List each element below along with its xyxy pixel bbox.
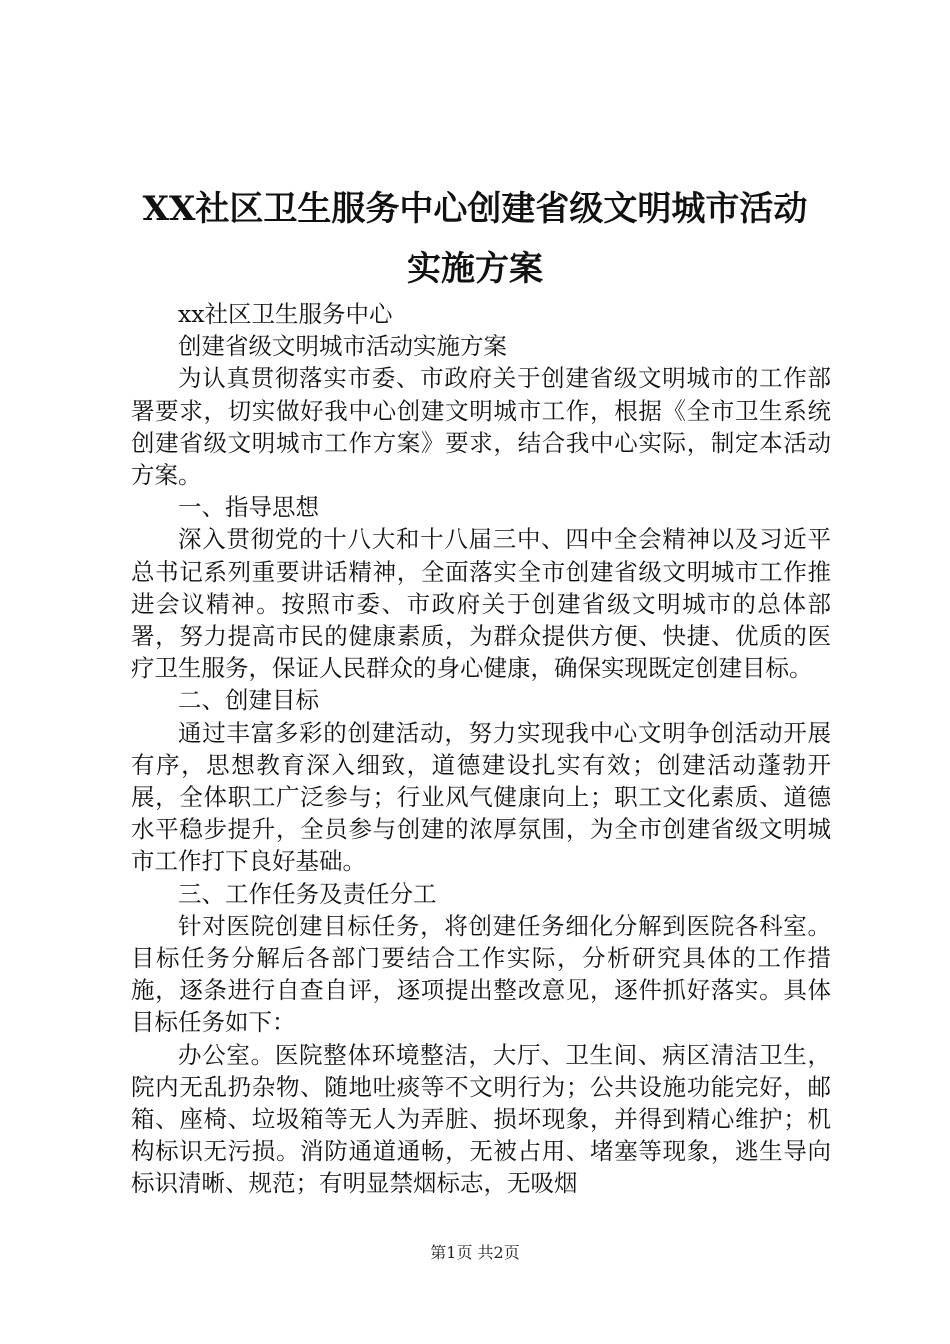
office-task-paragraph: 办公室。医院整体环境整洁，大厅、卫生间、病区清洁卫生，院内无乱扔杂物、随地吐痰等不文明行为；公共设施功能完好，邮箱、座椅、垃圾箱等无人为弄脏、损坏现象，并得到精心维护；机构标识无污损。消防通道通畅，无被占用、堵塞等现象，逃生导向标识清晰、规范；有明显禁烟标志，无吸烟 — [131, 1040, 831, 1198]
organization-name: xx社区卫生服务中心 — [178, 300, 393, 328]
goals-paragraph: 通过丰富多彩的创建活动，努力实现我中心文明争创活动开展有序，思想教育深入细致，道德建设扎实有效；创建活动蓬勃开展，全体职工广泛参与；行业风气健康向上；职工文化素质、道德水平稳步提升，全员参与创建的浓厚氛围，为全市创建省级文明城市工作打下良好基础。 — [131, 718, 831, 876]
document-title-line-1: XX社区卫生服务中心创建省级文明城市活动 — [142, 189, 808, 229]
section-heading-tasks: 三、工作任务及责任分工 — [178, 879, 437, 908]
plan-subtitle: 创建省级文明城市活动实施方案 — [178, 332, 507, 361]
section-heading-goals: 二、创建目标 — [178, 686, 319, 715]
guiding-ideology-paragraph: 深入贯彻党的十八大和十八届三中、四中全会精神以及习近平总书记系列重要讲话精神，全面落实全市创建省级文明城市工作推进会议精神。按照市委、市政府关于创建省级文明城市的总体部署，努力提高市民的健康素质，为群众提供方便、快捷、优质的医疗卫生服务，保证人民群众的身心健康，确保实现既定创建目标。 — [131, 525, 831, 683]
document-body — [131, 298, 831, 1200]
tasks-paragraph: 针对医院创建目标任务，将创建任务细化分解到医院各科室。目标任务分解后各部门要结合工作实际，分析研究具体的工作措施，逐条进行自查自评，逐项提出整改意见，逐件抓好落实。具体目标任务如下： — [131, 911, 831, 1037]
document-title-line-2: 实施方案 — [407, 249, 543, 289]
intro-paragraph: 为认真贯彻落实市委、市政府关于创建省级文明城市的工作部署要求，切实做好我中心创建文明城市工作，根据《全市卫生系统创建省级文明城市工作方案》要求，结合我中心实际，制定本活动方案。 — [131, 364, 831, 490]
section-heading-guiding-ideology: 一、指导思想 — [178, 493, 319, 522]
page-number-footer: 第1页 共2页 — [430, 1243, 520, 1262]
